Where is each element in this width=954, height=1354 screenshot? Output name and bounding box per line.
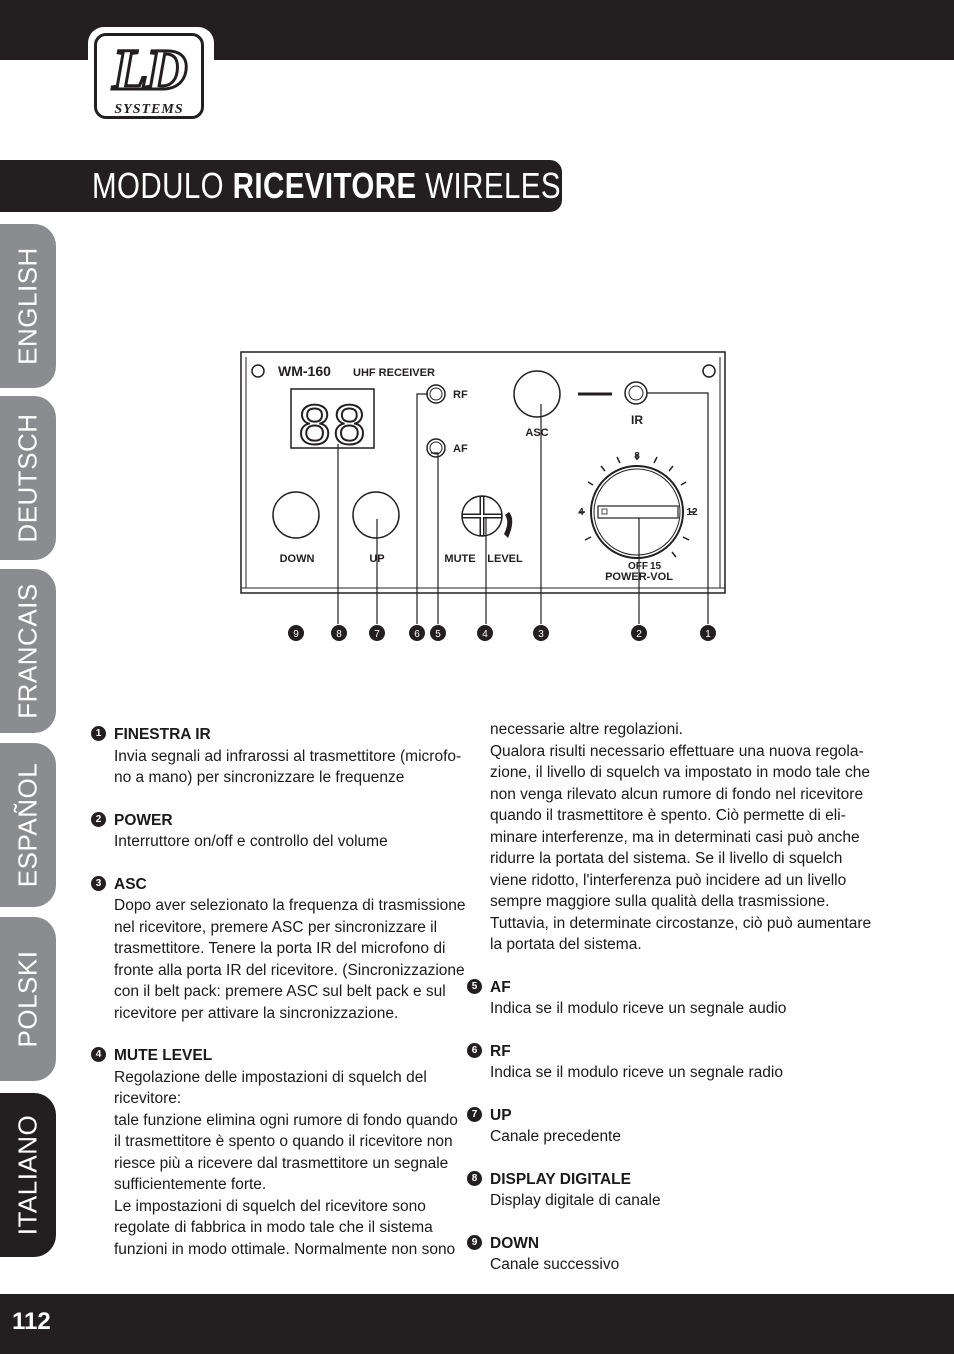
callout-number: 2 xyxy=(636,629,642,640)
item-description: Display digitale di canale xyxy=(490,1192,661,1209)
list-item xyxy=(90,724,470,789)
down-label: DOWN xyxy=(279,553,315,565)
list-item xyxy=(90,1045,470,1260)
logo-ld-text: LD xyxy=(112,37,186,102)
callout-number: 8 xyxy=(336,629,342,640)
language-tab-label: ESPAÑOL xyxy=(12,762,43,888)
up-label: UP xyxy=(369,553,385,565)
item-title: DOWN xyxy=(490,1234,540,1252)
item-title: MUTE LEVEL xyxy=(114,1047,213,1064)
left-text-column xyxy=(90,724,470,1281)
callout-3 xyxy=(533,625,549,641)
bottom-bar xyxy=(0,1294,954,1354)
list-item xyxy=(466,977,875,1020)
item-number-badge: 8 xyxy=(467,1171,482,1186)
item-title: FINESTRA IR xyxy=(114,726,211,743)
callout-2 xyxy=(631,625,647,641)
model-label: WM-160 xyxy=(278,363,331,379)
language-tab-label: FRANCAIS xyxy=(12,583,43,719)
callout-number: 1 xyxy=(705,629,711,640)
power-vol-label: POWER-VOL xyxy=(605,571,673,583)
page-number: 112 xyxy=(12,1308,51,1335)
callout-9 xyxy=(288,625,304,641)
callout-number: 6 xyxy=(414,629,420,640)
item-description: Invia segnali ad infrarossi al trasmettitore (microfo- no a mano) per sincronizzare le frequenze xyxy=(114,747,462,786)
item-title: DISPLAY DIGITALE xyxy=(490,1170,631,1188)
asc-label: ASC xyxy=(525,427,549,439)
item-number-badge: 5 xyxy=(467,979,482,994)
item-number-badge: 2 xyxy=(91,812,106,827)
item-number-badge: 1 xyxy=(91,726,106,741)
callout-8 xyxy=(331,625,347,641)
item-description: Indica se il modulo riceve un segnale audio xyxy=(490,1000,787,1017)
dial-label-4: 4 xyxy=(578,507,584,518)
callout-5 xyxy=(430,625,446,641)
callout-4 xyxy=(477,625,493,641)
callout-number: 5 xyxy=(435,629,441,640)
asc-button xyxy=(514,371,560,417)
callout-6 xyxy=(409,625,425,641)
model-sub-label: UHF RECEIVER xyxy=(353,367,435,379)
page-title: MODULO RICEVITORE WIRELESS: xyxy=(92,165,590,206)
mute-label: MUTE xyxy=(444,553,476,565)
item-title: RF xyxy=(490,1042,511,1060)
ir-window xyxy=(625,382,647,404)
continued-paragraph: necessarie altre regolazioni. Qualora risulti necessario effettuare una nuova regola- zione, il livello di squelch va impostato in modo tale che non venga rilevato alcun rumore di fondo nel ricevitore quando il trasmettitore è spento. Ciò permette di eli- minare interferenze, ma in determinati casi può anche ridurre la portata del sistema. Se il livello di squelch viene ridotto, l'interferenza può incidere ad un livello sempre maggiore sulla qualità della trasmissione. Tuttavia, in determinate circostanze, ciò può aumentare la portata del sistema. xyxy=(490,721,872,953)
right-text-column xyxy=(471,719,875,1297)
display-digits: 88 xyxy=(297,397,367,462)
item-title: UP xyxy=(490,1106,512,1124)
list-item xyxy=(466,1233,875,1276)
callout-number: 7 xyxy=(374,629,380,640)
rf-label: RF xyxy=(453,389,468,401)
item-number-badge: 7 xyxy=(467,1107,482,1122)
language-tab-polski[interactable] xyxy=(0,917,56,1081)
language-tab-label: POLSKI xyxy=(12,950,43,1048)
callout-number: 3 xyxy=(538,629,544,640)
level-label: LEVEL xyxy=(487,553,523,565)
list-item xyxy=(466,1169,875,1212)
item-number-badge: 3 xyxy=(91,876,106,891)
item-description: Canale precedente xyxy=(490,1128,621,1145)
language-tab-label: ITALIANO xyxy=(12,1114,43,1236)
item-number-badge: 9 xyxy=(467,1235,482,1250)
item-title: AF xyxy=(490,978,511,996)
item-title: ASC xyxy=(114,875,147,893)
dial-label-8: 8 xyxy=(634,451,640,462)
logo-systems-text: SYSTEMS xyxy=(114,102,184,117)
list-item xyxy=(466,1041,875,1084)
item-description: Interruttore on/off e controllo del volume xyxy=(114,833,388,850)
down-button xyxy=(273,492,319,538)
af-label: AF xyxy=(453,443,468,455)
ir-label: IR xyxy=(631,413,643,427)
list-item xyxy=(90,874,470,1025)
item-title: POWER xyxy=(114,811,173,829)
callout-7 xyxy=(369,625,385,641)
callout-number: 9 xyxy=(293,629,299,640)
callout-number: 4 xyxy=(482,629,488,640)
item-description: Regolazione delle impostazioni di squelch del ricevitore: tale funzione elimina ogni rumore di fondo quando il trasmettitore è spento o quando il ricevitore non riesce più a ricevere dal trasmettitore un segnale sufficientemente forte. Le impostazioni di squelch del ricevitore sono regolate di fabbrica in modo tale che il sistema funzioni in modo ottimale. Normalmente non sono xyxy=(114,1068,458,1258)
item-description: Dopo aver selezionato la frequenza di trasmissione nel ricevitore, premere ASC per sincronizzare il trasmettitore. Tenere la porta IR del microfono di fronte alla porta IR del ricevitore. (Sincronizzazione con il belt pack: premere ASC sul belt pack e sul ricevitore per attivare la sincronizzazione. xyxy=(114,897,466,1022)
item-number-badge: 4 xyxy=(91,1047,106,1062)
item-description: Canale successivo xyxy=(490,1256,620,1273)
dial-label-12: 12 xyxy=(686,507,698,518)
language-tab-espanol[interactable] xyxy=(0,743,56,907)
list-item xyxy=(466,1105,875,1148)
item-description: Indica se il modulo riceve un segnale radio xyxy=(490,1064,783,1081)
language-tab-italiano[interactable] xyxy=(0,1093,56,1257)
list-item xyxy=(90,810,470,853)
callout-1 xyxy=(700,625,716,641)
dial-label-15: 15 xyxy=(650,561,662,572)
language-tab-label: ENGLISH xyxy=(12,247,43,365)
up-button xyxy=(353,492,399,538)
item-number-badge: 6 xyxy=(467,1043,482,1058)
language-tab-label: DEUTSCH xyxy=(12,413,43,543)
dial-label-off: OFF xyxy=(628,561,648,572)
